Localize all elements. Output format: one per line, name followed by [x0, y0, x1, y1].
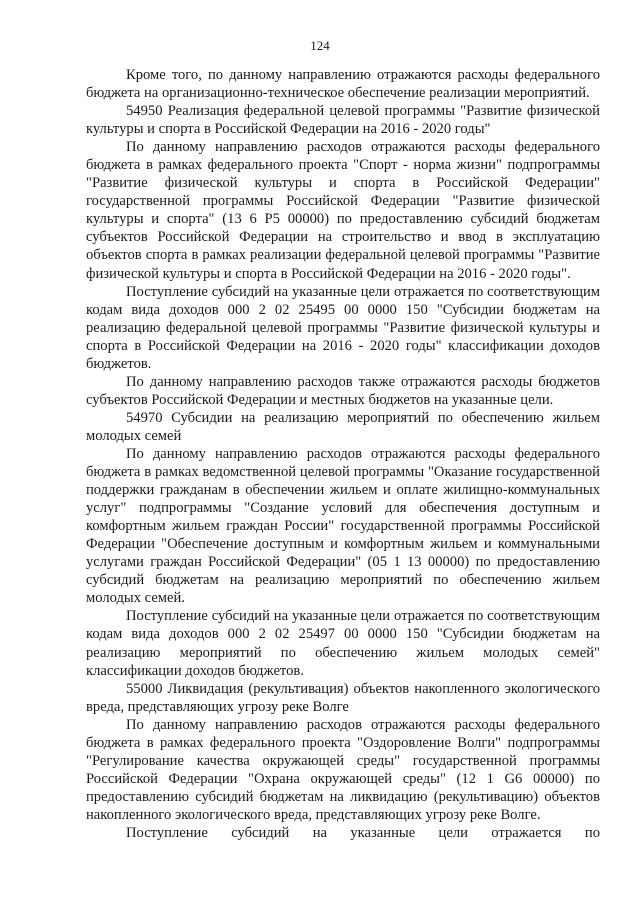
section-heading-55000: 55000 Ликвидация (рекультивация) объектов накопленного экологического вреда, представляющих угрозу реке Волге	[86, 680, 600, 715]
paragraph-1: Кроме того, по данному направлению отражаются расходы федерального бюджета на организационно-техническое обеспечение реализации мероприятий.	[86, 67, 600, 102]
document-body	[86, 66, 600, 842]
paragraph-3: По данному направлению расходов отражаются расходы федерального бюджета в рамках федерального проекта "Спорт - норма жизни" подпрограммы "Развитие физической культуры и спорта в Российской Федерации" государственной программы Российской Федерации "Развитие физической культуры и спорта" (13 6 P5 00000) по предоставлению субсидий бюджетам субъектов Российской Федерации на строительство и ввод в эксплуатацию объектов спорта в рамках реализации федеральной целевой программы "Развитие физической культуры и спорта в Российской Федерации на 2016 - 2020 годы".	[86, 139, 600, 282]
page-number: 124	[310, 38, 330, 53]
paragraph-8: Поступление субсидий на указанные цели отражается по соответствующим кодам вида доходов 000 2 02 25497 00 0000 150 "Субсидии бюджетам на реализацию мероприятий по обеспечению жильем молодых семей" классификации доходов бюджетов.	[86, 608, 600, 679]
paragraph-4: Поступление субсидий на указанные цели отражается по соответствующим кодам вида доходов 000 2 02 25495 00 0000 150 "Субсидии бюджетам на реализацию федеральной целевой программы "Развитие физической культуры и спорта в Российской Федерации на 2016 - 2020 годы" классификации доходов бюджетов.	[86, 283, 600, 372]
paragraph-7: По данному направлению расходов отражаются расходы федерального бюджета в рамках ведомственной целевой программы "Оказание государственной поддержки гражданам в обеспечении жильем и оплате жилищно-коммунальных услуг" подпрограммы "Создание условий для обеспечения доступным и комфортным жильем граждан России" государственной программы Российской Федерации "Обеспечение доступным и комфортным жильем и коммунальными услугами граждан Российской Федерации" (05 1 13 00000) по предоставлению субсидий бюджетам на реализацию мероприятий по обеспечению жильем молодых семей.	[86, 445, 600, 607]
paragraph-10: По данному направлению расходов отражаются расходы федерального бюджета в рамках федерального проекта "Оздоровление Волги" подпрограммы "Регулирование качества окружающей среды" государственной программы Российской Федерации "Охрана окружающей среды" (12 1 G6 00000) по предоставлению субсидий бюджетам на ликвидацию (рекультивацию) объектов накопленного экологического вреда, представляющих угрозу реке Волге.	[86, 716, 600, 823]
paragraph-11: Поступление субсидий на указанные цели отражается по	[126, 824, 600, 841]
section-heading-54970: 54970 Субсидии на реализацию мероприятий по обеспечению жильем молодых семей	[86, 409, 600, 444]
paragraph-5: По данному направлению расходов также отражаются расходы бюджетов субъектов Российской Федерации и местных бюджетов на указанные цели.	[86, 373, 600, 408]
section-heading-54950: 54950 Реализация федеральной целевой программы "Развитие физической культуры и спорта в Российской Федерации на 2016 - 2020 годы"	[86, 103, 600, 138]
